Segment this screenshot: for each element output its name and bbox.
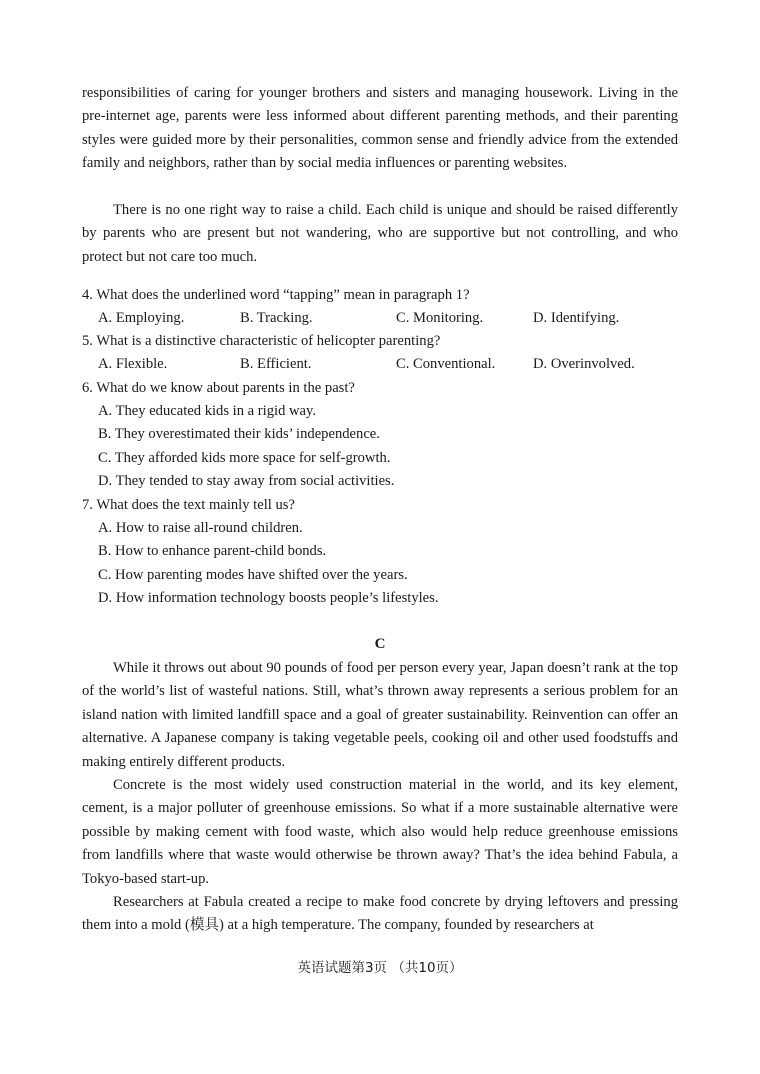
option: B. Efficient. [240, 356, 312, 372]
option: C. How parenting modes have shifted over the years. [98, 567, 408, 583]
page-footer: 英语试题第3页 （共10页） [297, 960, 463, 976]
option: C. Monitoring. [396, 310, 484, 326]
option: C. Conventional. [396, 356, 496, 372]
option: D. Identifying. [533, 310, 620, 326]
option: B. Tracking. [240, 310, 313, 326]
option: C. They afforded kids more space for self-growth. [98, 450, 391, 466]
option: A. How to raise all-round children. [98, 520, 303, 536]
question-stem: 6. What do we know about parents in the past? [82, 380, 355, 396]
question-stem: 5. What is a distinctive characteristic of helicopter parenting? [82, 333, 441, 349]
option: D. Overinvolved. [533, 356, 635, 372]
option: D. They tended to stay away from social activities. [98, 473, 395, 489]
question-stem: 4. What does the underlined word “tapping” mean in paragraph 1? [82, 287, 470, 303]
question-stem: 7. What does the text mainly tell us? [82, 497, 295, 513]
passage-c-paragraph: Researchers at Fabula created a recipe to make food concrete by drying leftovers and pressing them into a mold (模具) at a high temperature. The company, founded by researchers at [82, 894, 678, 934]
option: B. How to enhance parent-child bonds. [98, 543, 327, 559]
option: A. Employing. [98, 310, 185, 326]
passage-b-paragraph: There is no one right way to raise a child. Each child is unique and should be raised differently by parents who are present but not wandering, who are supportive but not controlling, and who protect but not care too much. [82, 202, 678, 265]
option: A. Flexible. [98, 356, 168, 372]
question-options [98, 353, 688, 376]
option: B. They overestimated their kids’ independence. [98, 426, 380, 442]
passage-c-paragraph: Concrete is the most widely used construction material in the world, and its key element, cement, is a major polluter of greenhouse emissions. So what if a more sustainable alternative were possible by making cement with food waste, which also would help reduce greenhouse emissions from landfills where that waste would otherwise be thrown away? That’s the idea behind Fabula, a Tokyo-based start-up. [82, 777, 678, 887]
passage-c-paragraph: While it throws out about 90 pounds of food per person every year, Japan doesn’t rank at the top of the world’s list of wasteful nations. Still, what’s thrown away represents a serious problem for an island nation with limited landfill space and a goal of greater sustainability. Reinvention can offer an alternative. A Japanese company is taking vegetable peels, cooking oil and other used foodstuffs and making entirely different products. [82, 660, 678, 770]
option: A. They educated kids in a rigid way. [98, 403, 317, 419]
section-heading: C [374, 636, 386, 652]
passage-b-paragraph: responsibilities of caring for younger brothers and sisters and managing housework. Living in the pre-internet age, parents were less informed about different parenting methods, and their parenting styles were guided more by their personalities, common sense and friendly advice from the extended family and neighbors, rather than by social media influences or parenting websites. [82, 85, 678, 172]
option: D. How information technology boosts people’s lifestyles. [98, 590, 439, 606]
question-options [98, 307, 688, 330]
